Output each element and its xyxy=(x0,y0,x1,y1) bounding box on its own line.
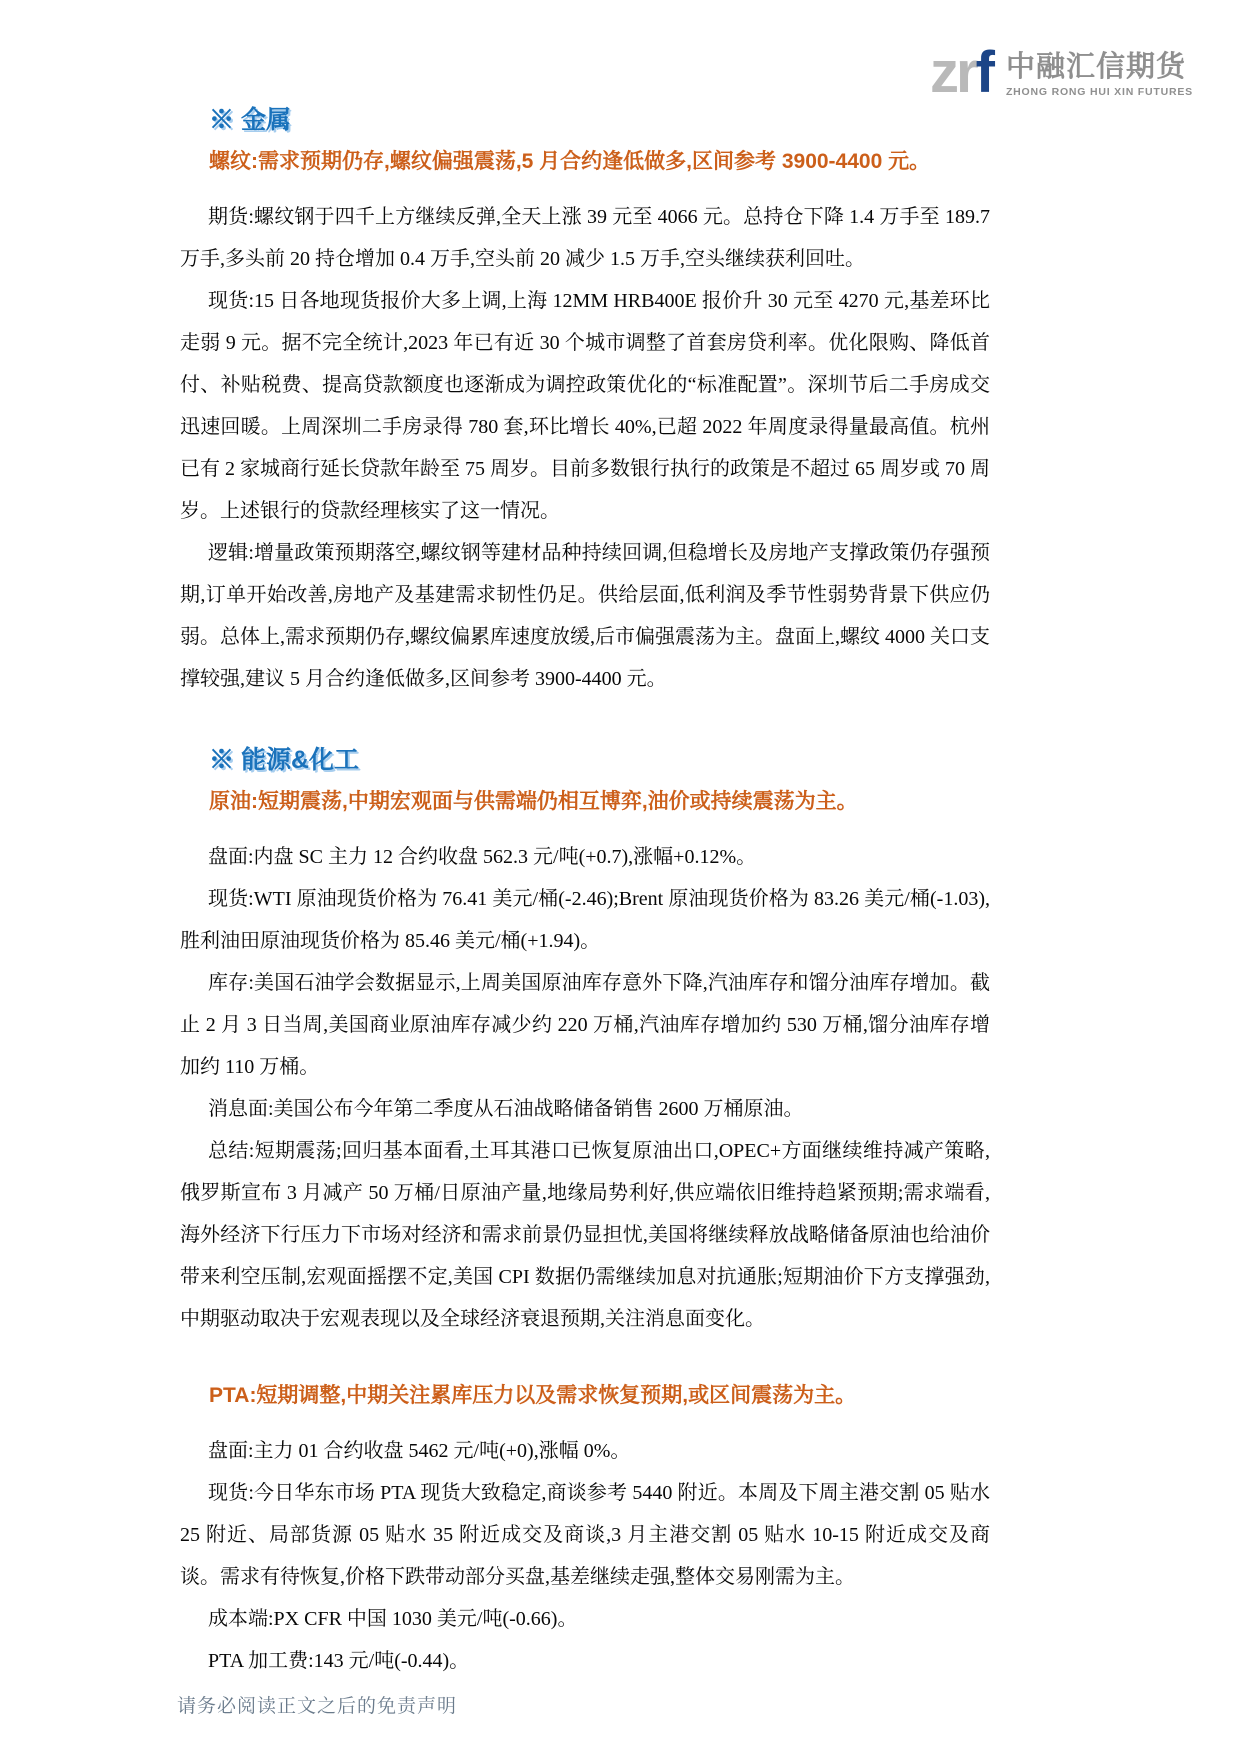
pta-cost-paragraph: 成本端:PX CFR 中国 1030 美元/吨(-0.66)。 xyxy=(208,1608,578,1630)
section-title-energy: ※ 能源&化工 xyxy=(209,746,360,774)
company-name-block xyxy=(1006,50,1193,99)
crude-summary-paragraph: 总结:短期震荡;回归基本面看,土耳其港口已恢复原油出口,OPEC+方面继续维持减产策略,俄罗斯宣布 3 月减产 50 万桶/日原油产量,地缘局势利好,供应端依旧维持趋紧预期;需求端看,海外经济下行压力下市场对经济和需求前景仍显担忧,美国将继续释放战略储备原油也给油价带来利空压制,宏观面摇摆不定,美国 CPI 数据仍需继续加息对抗通胀;短期油价下方支撑强劲,中期驱动取决于宏观表现以及全球经济衰退预期,关注消息面变化。 xyxy=(180,1140,990,1330)
rebar-view-headline: 螺纹:需求预期仍存,螺纹偏强震荡,5 月合约逢低做多,区间参考 3900-4400 元。 xyxy=(209,150,931,173)
crude-oil-paragraphs xyxy=(180,836,990,1340)
rebar-spot-paragraph: 现货:15 日各地现货报价大多上调,上海 12MM HRB400E 报价升 30 元至 4270 元,基差环比走弱 9 元。据不完全统计,2023 年已有近 30 个城市调整了首套房贷利率。优化限购、降低首付、补贴税费、提高贷款额度也逐渐成为调控政策优化的“标准配置”。深圳节后二手房成交迅速回暖。上周深圳二手房录得 780 套,环比增长 40%,已超 2022 年周度录得量最高值。杭州已有 2 家城商行延长贷款年龄至 75 周岁。目前多数银行执行的政策是不超过 65 周岁或 70 周岁。上述银行的贷款经理核实了这一情况。 xyxy=(180,290,990,522)
pta-paragraphs xyxy=(180,1430,990,1682)
rebar-paragraphs xyxy=(180,196,990,700)
logo-zr-text: zr xyxy=(930,40,976,105)
crude-oil-view-headline: 原油:短期震荡,中期宏观面与供需端仍相互博弈,油价或持续震荡为主。 xyxy=(209,790,858,813)
report-body xyxy=(180,0,990,1682)
crude-board-paragraph: 盘面:内盘 SC 主力 12 合约收盘 562.3 元/吨(+0.7),涨幅+0.12%。 xyxy=(208,846,757,868)
pta-spot-paragraph: 现货:今日华东市场 PTA 现货大致稳定,商谈参考 5440 附近。本周及下周主港交割 05 贴水 25 附近、局部货源 05 贴水 35 附近成交及商谈,3 月主港交割 05 贴水 10-15 附近成交及商谈。需求有待恢复,价格下跌带动部分买盘,基差继续走强,整体交易刚需为主。 xyxy=(180,1482,990,1588)
rebar-futures-paragraph: 期货:螺纹钢于四千上方继续反弹,全天上涨 39 元至 4066 元。总持仓下降 1.4 万手至 189.7 万手,多头前 20 持仓增加 0.4 万手,空头前 20 减少 1.5 万手,空头继续获利回吐。 xyxy=(180,206,990,270)
pta-processing-fee-paragraph: PTA 加工费:143 元/吨(-0.44)。 xyxy=(208,1650,470,1672)
pta-view-headline: PTA:短期调整,中期关注累库压力以及需求恢复预期,或区间震荡为主。 xyxy=(209,1384,857,1407)
section-metal xyxy=(180,102,990,700)
logo-f-text: f xyxy=(975,40,992,105)
pta-board-paragraph: 盘面:主力 01 合约收盘 5462 元/吨(+0),涨幅 0%。 xyxy=(208,1440,631,1462)
crude-news-paragraph: 消息面:美国公布今年第二季度从石油战略储备销售 2600 万桶原油。 xyxy=(208,1098,804,1120)
company-name-cn: 中融汇信期货 xyxy=(1005,51,1186,83)
disclaimer-note: 请务必阅读正文之后的免责声明 xyxy=(177,1696,458,1717)
crude-inventory-paragraph: 库存:美国石油学会数据显示,上周美国原油库存意外下降,汽油库存和馏分油库存增加。截止 2 月 3 日当周,美国商业原油库存减少约 220 万桶,汽油库存增加约 530 万桶,馏分油库存增加约 110 万桶。 xyxy=(180,972,990,1078)
rebar-logic-paragraph: 逻辑:增量政策预期落空,螺纹钢等建材品种持续回调,但稳增长及房地产支撑政策仍存强预期,订单开始改善,房地产及基建需求韧性仍足。供给层面,低利润及季节性弱势背景下供应仍弱。总体上,需求预期仍存,螺纹偏累库速度放缓,后市偏强震荡为主。盘面上,螺纹 4000 关口支撑较强,建议 5 月合约逢低做多,区间参考 3900-4400 元。 xyxy=(180,542,990,690)
company-name-en: ZHONG RONG HUI XIN FUTURES xyxy=(1005,86,1193,98)
section-title-metal: ※ 金属 xyxy=(209,106,291,134)
crude-spot-paragraph: 现货:WTI 原油现货价格为 76.41 美元/桶(-2.46);Brent 原油现货价格为 83.26 美元/桶(-1.03),胜利油田原油现货价格为 85.46 美元/桶(+1.94)。 xyxy=(180,888,990,952)
section-energy-chemical xyxy=(180,742,990,1682)
